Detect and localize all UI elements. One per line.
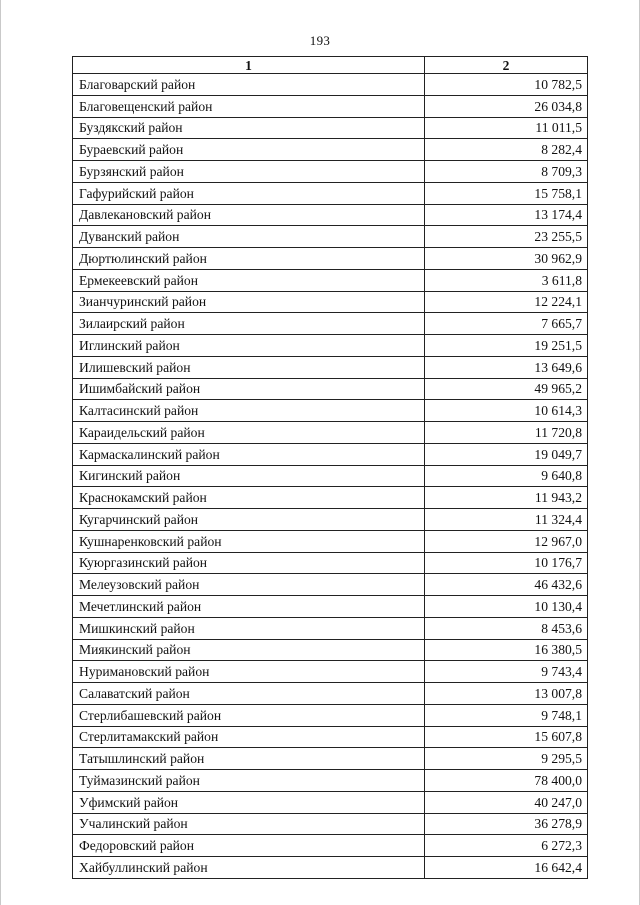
district-name-cell: Хайбуллинский район [73, 857, 425, 879]
table-row [73, 335, 588, 357]
amount-cell: 8 282,4 [425, 139, 588, 161]
district-name-cell: Ермекеевский район [73, 269, 425, 291]
table-row [73, 139, 588, 161]
table-row [73, 443, 588, 465]
table-row [73, 248, 588, 270]
district-name-cell: Кушнаренковский район [73, 530, 425, 552]
table-row [73, 617, 588, 639]
district-name-cell: Учалинский район [73, 813, 425, 835]
district-name-cell: Мечетлинский район [73, 596, 425, 618]
district-name-cell: Салаватский район [73, 683, 425, 705]
district-name-cell: Миякинский район [73, 639, 425, 661]
amount-cell: 13 649,6 [425, 356, 588, 378]
amount-cell: 11 720,8 [425, 422, 588, 444]
table-row [73, 552, 588, 574]
table-row [73, 422, 588, 444]
amount-cell: 12 967,0 [425, 530, 588, 552]
district-name-cell: Татышлинский район [73, 748, 425, 770]
amount-cell: 10 176,7 [425, 552, 588, 574]
district-name-cell: Бураевский район [73, 139, 425, 161]
table-row [73, 770, 588, 792]
table-row [73, 639, 588, 661]
district-name-cell: Ишимбайский район [73, 378, 425, 400]
amount-cell: 19 049,7 [425, 443, 588, 465]
amount-cell: 3 611,8 [425, 269, 588, 291]
table-row [73, 465, 588, 487]
table-row [73, 161, 588, 183]
page-number: 193 [309, 33, 331, 48]
district-name-cell: Зилаирский район [73, 313, 425, 335]
column-header-2: 2 [425, 57, 588, 74]
amount-cell: 8 709,3 [425, 161, 588, 183]
district-name-cell: Уфимский район [73, 791, 425, 813]
table-row [73, 683, 588, 705]
amount-cell: 16 380,5 [425, 639, 588, 661]
amount-cell: 16 642,4 [425, 857, 588, 879]
district-name-cell: Илишевский район [73, 356, 425, 378]
amount-cell: 9 640,8 [425, 465, 588, 487]
table-row [73, 400, 588, 422]
table-row [73, 313, 588, 335]
amount-cell: 26 034,8 [425, 95, 588, 117]
amount-cell: 11 324,4 [425, 509, 588, 531]
amount-cell: 12 224,1 [425, 291, 588, 313]
amount-cell: 13 007,8 [425, 683, 588, 705]
table-row [73, 95, 588, 117]
amount-cell: 19 251,5 [425, 335, 588, 357]
amount-cell: 40 247,0 [425, 791, 588, 813]
amount-cell: 46 432,6 [425, 574, 588, 596]
table-row [73, 835, 588, 857]
district-name-cell: Благовещенский район [73, 95, 425, 117]
district-name-cell: Кугарчинский район [73, 509, 425, 531]
district-name-cell: Федоровский район [73, 835, 425, 857]
district-name-cell: Туймазинский район [73, 770, 425, 792]
district-name-cell: Кигинский район [73, 465, 425, 487]
table-row [73, 226, 588, 248]
header-row [73, 57, 588, 74]
district-name-cell: Нуримановский район [73, 661, 425, 683]
district-name-cell: Благоварский район [73, 74, 425, 96]
amount-cell: 7 665,7 [425, 313, 588, 335]
table-row [73, 269, 588, 291]
table-row [73, 182, 588, 204]
amount-cell: 11 943,2 [425, 487, 588, 509]
table-row [73, 726, 588, 748]
table-row [73, 748, 588, 770]
amount-cell: 23 255,5 [425, 226, 588, 248]
table-body [73, 74, 588, 879]
district-name-cell: Гафурийский район [73, 182, 425, 204]
table-row [73, 117, 588, 139]
amount-cell: 78 400,0 [425, 770, 588, 792]
amount-cell: 15 607,8 [425, 726, 588, 748]
amount-cell: 36 278,9 [425, 813, 588, 835]
table-row [73, 704, 588, 726]
table-row [73, 291, 588, 313]
table-row [73, 487, 588, 509]
district-name-cell: Кармаскалинский район [73, 443, 425, 465]
amount-cell: 9 748,1 [425, 704, 588, 726]
district-name-cell: Стерлитамакский район [73, 726, 425, 748]
table-row [73, 813, 588, 835]
amount-cell: 15 758,1 [425, 182, 588, 204]
district-name-cell: Иглинский район [73, 335, 425, 357]
table-row [73, 791, 588, 813]
table-row [73, 661, 588, 683]
amount-cell: 13 174,4 [425, 204, 588, 226]
district-name-cell: Стерлибашевский район [73, 704, 425, 726]
table-row [73, 378, 588, 400]
amount-cell: 6 272,3 [425, 835, 588, 857]
amount-cell: 9 295,5 [425, 748, 588, 770]
district-name-cell: Давлекановский район [73, 204, 425, 226]
district-name-cell: Мишкинский район [73, 617, 425, 639]
amount-cell: 30 962,9 [425, 248, 588, 270]
table-row [73, 204, 588, 226]
table-row [73, 509, 588, 531]
table-row [73, 356, 588, 378]
table-header [73, 57, 588, 74]
table-row [73, 857, 588, 879]
amount-cell: 8 453,6 [425, 617, 588, 639]
district-name-cell: Краснокамский район [73, 487, 425, 509]
amount-cell: 9 743,4 [425, 661, 588, 683]
amount-cell: 10 130,4 [425, 596, 588, 618]
district-name-cell: Мелеузовский район [73, 574, 425, 596]
amount-cell: 10 782,5 [425, 74, 588, 96]
table-row [73, 574, 588, 596]
column-header-1: 1 [73, 57, 425, 74]
district-name-cell: Калтасинский район [73, 400, 425, 422]
table-row [73, 596, 588, 618]
district-name-cell: Караидельский район [73, 422, 425, 444]
table-row [73, 74, 588, 96]
district-name-cell: Дуванский район [73, 226, 425, 248]
district-name-cell: Бурзянский район [73, 161, 425, 183]
amount-cell: 10 614,3 [425, 400, 588, 422]
district-table [72, 56, 588, 879]
district-name-cell: Куюргазинский район [73, 552, 425, 574]
amount-cell: 11 011,5 [425, 117, 588, 139]
district-name-cell: Дюртюлинский район [73, 248, 425, 270]
amount-cell: 49 965,2 [425, 378, 588, 400]
table-row [73, 530, 588, 552]
district-name-cell: Зианчуринский район [73, 291, 425, 313]
district-name-cell: Буздякский район [73, 117, 425, 139]
